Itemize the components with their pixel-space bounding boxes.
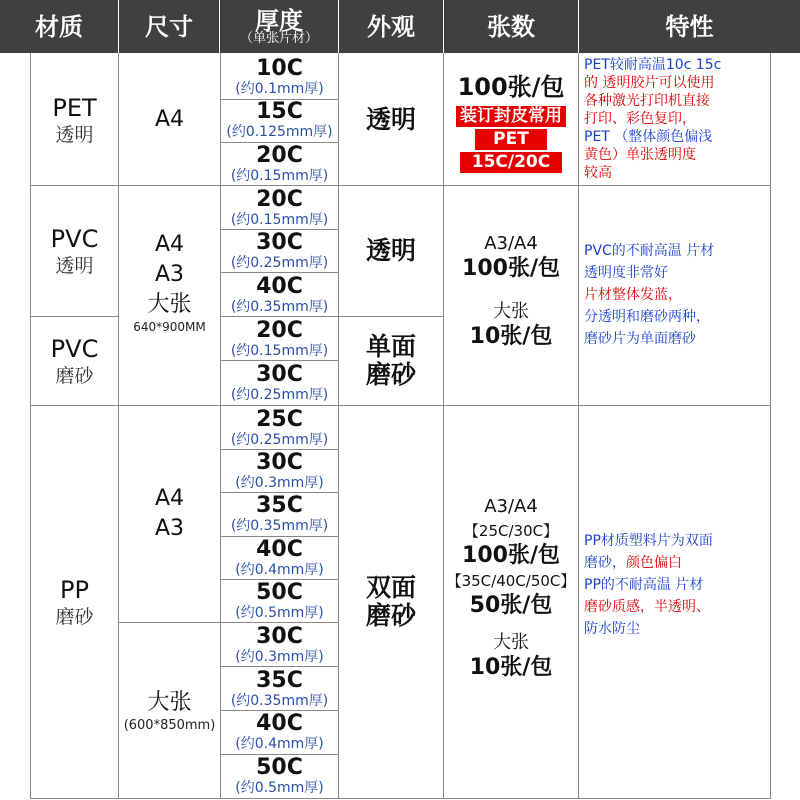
pp-size-b: 大张 (600*850mm)	[123, 690, 216, 733]
feature-line: 磨砂片为单面磨砂	[584, 331, 696, 347]
thickness-mm: (约0.25mm厚)	[230, 255, 329, 272]
pvc-clear-appearance: 透明	[365, 236, 416, 265]
feature-line: 打印、彩色复印，	[584, 111, 696, 127]
thickness-cell	[221, 361, 338, 405]
pet-tag-binding: 装订封皮常用	[456, 106, 566, 127]
pp-size-a: A4 A3	[154, 486, 185, 541]
thickness-mm: (约0.25mm厚)	[230, 431, 329, 448]
feature-line: PP材质塑料片为双面	[584, 533, 713, 549]
thickness-cell	[221, 273, 338, 317]
header-features: 特性	[579, 0, 800, 53]
thickness-mm: (约0.3mm厚)	[235, 474, 324, 491]
pet-tag-name: PET	[475, 129, 547, 150]
thickness-mm: (约0.35mm厚)	[230, 692, 329, 709]
thickness-grade: 15C	[256, 99, 303, 125]
thickness-cell	[221, 186, 338, 230]
thickness-grade: 50C	[256, 755, 303, 781]
thickness-mm: (约0.15mm厚)	[230, 211, 329, 228]
thickness-mm: (约0.35mm厚)	[230, 298, 329, 315]
thickness-grade: 35C	[256, 493, 303, 519]
thickness-cell	[221, 579, 338, 622]
thickness-grade: 50C	[256, 579, 303, 605]
feature-line: PVC的不耐高温 片材	[584, 243, 715, 259]
thickness-cell	[221, 667, 338, 711]
pet-features	[584, 56, 770, 182]
feature-line: PET较耐高温10c 15c	[584, 57, 722, 73]
thickness-grade: 20C	[256, 142, 303, 168]
thickness-cell	[221, 230, 338, 274]
pet-name: PET	[52, 93, 97, 122]
pet-appearance: 透明	[365, 104, 416, 134]
pp-appearance: 双面 磨砂	[365, 573, 416, 630]
pvc-size: A4 A3 大张 640*900MM	[133, 232, 206, 334]
thickness-cell	[221, 623, 338, 667]
feature-line: 磨砂质感，半透明、	[584, 599, 710, 615]
pvc-frost-appearance: 单面 磨砂	[365, 332, 416, 389]
thickness-grade: 30C	[256, 623, 303, 649]
pet-size: A4	[154, 106, 185, 132]
pvc-features	[584, 240, 770, 350]
thickness-cell	[221, 493, 338, 536]
pvc-clear-material: PVC 透明	[50, 225, 99, 277]
thickness-grade: 30C	[256, 230, 303, 256]
thickness-mm: (约0.3mm厚)	[235, 648, 324, 665]
thickness-grade: 25C	[256, 406, 303, 432]
thickness-cell	[221, 317, 338, 361]
header-appearance: 外观	[339, 0, 443, 53]
thickness-cell	[221, 449, 338, 492]
feature-line: 分透明和磨砂两种，	[584, 309, 710, 325]
thickness-grade: 40C	[256, 536, 303, 562]
pp-material: PP 磨砂	[55, 576, 94, 628]
feature-line: 片材整体发蓝，	[584, 287, 682, 303]
pvc-frost-material: PVC 磨砂	[50, 335, 99, 387]
thickness-grade: 30C	[256, 362, 303, 387]
pvc-count: A3/A4 100张/包 大张 10张/包	[462, 233, 560, 349]
thickness-grade: 10C	[256, 55, 303, 81]
thickness-grade: 20C	[256, 318, 303, 343]
header-count: 张数	[444, 0, 578, 53]
feature-line: 防水防尘	[584, 621, 640, 637]
thickness-cell	[221, 99, 338, 143]
thickness-mm: (约0.1mm厚)	[235, 80, 324, 97]
pet-material	[31, 54, 118, 185]
feature-line: 较高	[584, 165, 612, 181]
thickness-mm: (约0.125mm厚)	[226, 124, 333, 141]
thickness-cell	[221, 55, 338, 99]
pet-tag-thickness: 15C/20C	[460, 152, 562, 173]
thickness-grade: 35C	[256, 667, 303, 693]
feature-line: 黄色）单张透明度	[584, 147, 696, 163]
feature-line: 磨砂，颜色偏白	[584, 555, 682, 571]
thickness-cell	[221, 754, 338, 798]
pet-count: 100张/包 装订封皮常用 PET 15C/20C	[457, 73, 565, 172]
pp-features	[584, 530, 770, 640]
feature-line: 的 透明胶片可以使用	[584, 75, 715, 91]
thickness-cell	[221, 536, 338, 579]
thickness-grade: 40C	[256, 273, 303, 299]
header-material: 材质	[0, 0, 118, 53]
header-thickness: 厚度 （单张片材）	[220, 0, 338, 53]
thickness-cell	[221, 406, 338, 449]
thickness-mm: (约0.5mm厚)	[235, 604, 324, 621]
thickness-cell	[221, 711, 338, 755]
thickness-grade: 20C	[256, 186, 303, 212]
pet-sub: 透明	[55, 123, 94, 146]
thickness-mm: (约0.4mm厚)	[235, 561, 324, 578]
feature-line: 各种激光打印机直接	[584, 93, 710, 109]
pp-count: A3/A4 【25C/30C】 100张/包 【35C/40C/50C】 50张/包 大张 10张/包	[446, 496, 576, 680]
thickness-cell	[221, 142, 338, 186]
thickness-mm: (约0.5mm厚)	[235, 780, 324, 797]
thickness-mm: (约0.25mm厚)	[230, 387, 329, 403]
header-size: 尺寸	[119, 0, 219, 53]
feature-line: PP的不耐高温 片材	[584, 577, 704, 593]
thickness-mm: (约0.15mm厚)	[230, 167, 329, 184]
thickness-mm: (约0.15mm厚)	[230, 343, 329, 359]
thickness-grade: 30C	[256, 449, 303, 475]
thickness-grade: 40C	[256, 711, 303, 737]
feature-line: 透明度非常好	[584, 265, 668, 281]
thickness-mm: (约0.4mm厚)	[235, 736, 324, 753]
feature-line: PET （整体颜色偏浅	[584, 129, 713, 145]
thickness-mm: (约0.35mm厚)	[230, 518, 329, 535]
